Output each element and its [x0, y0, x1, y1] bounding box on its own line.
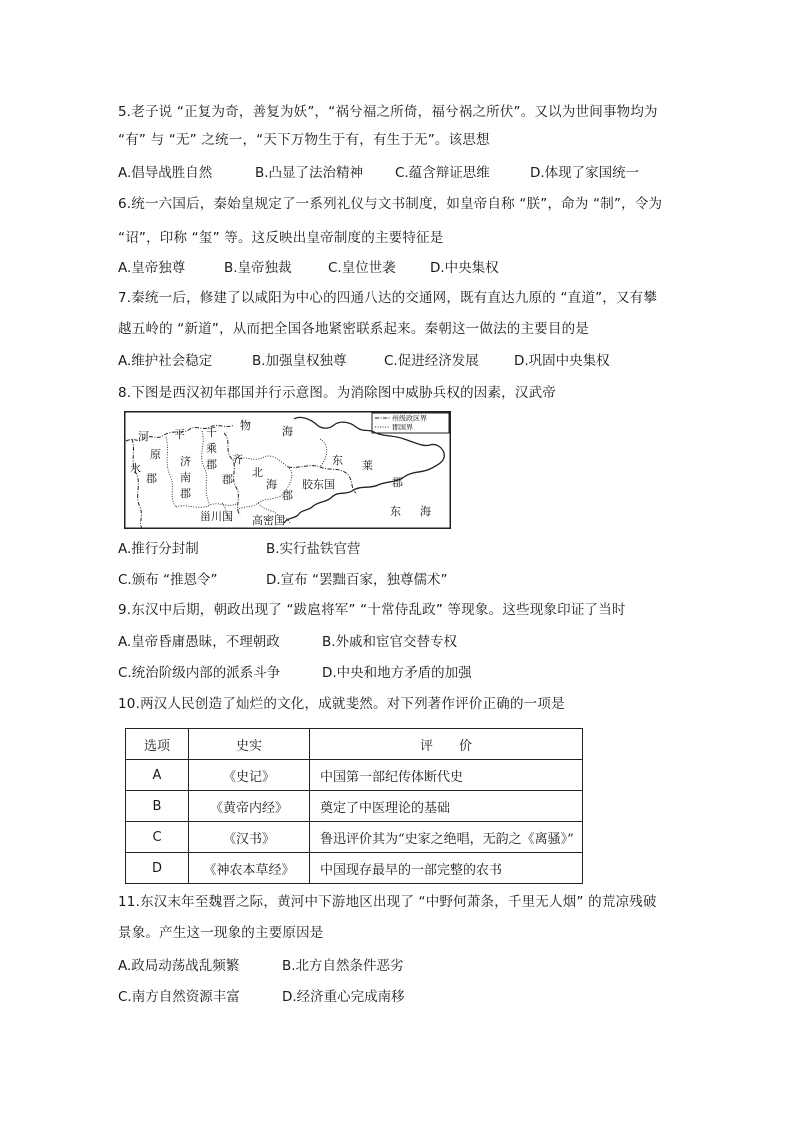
row-option: A [126, 760, 189, 791]
question-7-line-1: 7.秦统一后，修建了以咸阳为中心的四通八达的交通网，既有直达九原的 “直道”，又有攀 [118, 290, 658, 306]
map-label-yuan: 原 [150, 448, 161, 461]
question-10-line-1: 10.两汉人民创造了灿烂的文化，成就斐然。对下列著作评价正确的一项是 [118, 696, 565, 712]
q11-option-d[interactable]: D.经济重心完成南移 [282, 989, 405, 1005]
q8-option-a[interactable]: A.推行分封制 [118, 541, 199, 557]
q8-option-c[interactable]: C.颁布 “推恩令” [118, 572, 218, 588]
q8-option-d[interactable]: D.宣布 “罢黜百家，独尊儒术” [266, 572, 448, 588]
q6-option-a[interactable]: A.皇帝独尊 [118, 260, 186, 276]
q5-option-d[interactable]: D.体现了家国统一 [530, 165, 640, 181]
header-fact: 史实 [189, 729, 310, 760]
map-label-cheng: 乘 [206, 442, 217, 455]
table-row[interactable] [126, 760, 583, 791]
q8-option-b[interactable]: B.实行盐铁官营 [266, 541, 361, 557]
row-option: B [126, 791, 189, 822]
map-label-he: 河 [138, 430, 149, 443]
table-row[interactable] [126, 853, 583, 884]
q7-option-b[interactable]: B.加强皇权独尊 [252, 353, 347, 369]
question-5-line-2: “有” 与 “无” 之统一，“天下万物生于有，有生于无”。该思想 [118, 132, 490, 148]
map-label-hai: 海 [282, 425, 293, 438]
map-label-qian: 千 [206, 426, 217, 439]
q5-option-b[interactable]: B.凸显了法治精神 [255, 165, 364, 181]
map-label-gaomi: 高密国 [252, 514, 285, 527]
q11-option-a[interactable]: A.政局动荡战乱频繁 [118, 958, 240, 974]
question-9-line-1: 9.东汉中后期，朝政出现了 “跋扈将军” “十常侍乱政” 等现象。这些现象印证了当时 [118, 602, 626, 618]
q7-option-c[interactable]: C.促进经济发展 [384, 353, 479, 369]
header-option: 选项 [126, 729, 189, 760]
map-label-ping: 平 [174, 428, 185, 441]
row-work: 《神农本草经》 [189, 853, 310, 884]
table-header-row [126, 729, 583, 760]
map-label-jiaodong: 胶东国 [302, 478, 335, 491]
row-work: 《史记》 [189, 760, 310, 791]
map-label-ji: 济 [180, 455, 191, 468]
map-label-zichuan: 甾川国 [200, 510, 233, 523]
legend-commandery-label: 郡国界 [392, 423, 413, 432]
map-label-hai-3: 海 [420, 505, 431, 518]
map-label-bei: 北 [252, 466, 263, 479]
q5-option-c[interactable]: C.蕴含辩证思维 [395, 165, 490, 181]
map-label-jun-2: 郡 [180, 487, 191, 500]
map-label-lai: 莱 [362, 459, 373, 472]
map-label-jun-4: 郡 [392, 476, 403, 489]
question-7-line-2: 越五岭的 “新道”，从而把全国各地紧密联系起来。秦朝这一做法的主要目的是 [118, 321, 589, 337]
row-evaluation: 中国现存最早的一部完整的农书 [310, 853, 583, 884]
q6-option-d[interactable]: D.中央集权 [430, 260, 499, 276]
row-work: 《汉书》 [189, 822, 310, 853]
q5-option-a[interactable]: A.倡导战胜自然 [118, 165, 213, 181]
map-label-jun-6: 郡 [282, 489, 293, 502]
question-8-line-1: 8.下图是西汉初年郡国并行示意图。为消除图中威胁兵权的因素，汉武帝 [118, 385, 556, 401]
q6-option-b[interactable]: B.皇帝独裁 [224, 260, 292, 276]
question-6-line-1: 6.统一六国后，秦始皇规定了一系列礼仪与文书制度，如皇帝自称 “朕”，命为 “制”，令为 [118, 196, 663, 212]
map-label-wu: 物 [240, 419, 251, 432]
map-label-dong-1: 东 [332, 454, 343, 467]
q9-option-b[interactable]: B.外戚和宦官交替专权 [322, 634, 458, 650]
legend-state-label: 州级政区界 [392, 414, 427, 423]
q6-option-c[interactable]: C.皇位世袭 [328, 260, 396, 276]
q9-option-d[interactable]: D.中央和地方矛盾的加强 [322, 665, 472, 681]
question-11-line-1: 11.东汉末年至魏晋之际，黄河中下游地区出现了 “中野何萧条，千里无人烟” 的荒凉残破 [118, 894, 657, 910]
map-label-jun-5: 郡 [146, 472, 157, 485]
q11-option-b[interactable]: B.北方自然条件恶劣 [282, 958, 404, 974]
works-table [125, 728, 583, 884]
row-work: 《黄帝内经》 [189, 791, 310, 822]
map-label-dong-2: 东 [390, 505, 401, 518]
row-evaluation: 中国第一部纪传体断代史 [310, 760, 583, 791]
table-row[interactable] [126, 791, 583, 822]
question-5-line-1: 5.老子说 “正复为奇，善复为妖”，“祸兮福之所倚，福兮祸之所伏”。又以为世间事物均为 [118, 104, 658, 120]
q9-option-a[interactable]: A.皇帝昏庸愚昧，不理朝政 [118, 634, 280, 650]
table-row[interactable] [126, 822, 583, 853]
q7-option-d[interactable]: D.巩固中央集权 [514, 353, 610, 369]
q9-option-c[interactable]: C.统治阶级内部的派系斗争 [118, 665, 281, 681]
map-label-hai-2: 海 [266, 478, 277, 491]
row-evaluation: 鲁迅评价其为“史家之绝唱，无韵之《离骚》” [310, 822, 583, 853]
map-label-jun-1: 郡 [206, 458, 217, 471]
row-option: C [126, 822, 189, 853]
map-label-jun-3: 郡 [222, 473, 233, 486]
question-11-line-2: 景象。产生这一现象的主要原因是 [118, 925, 324, 941]
header-evaluation: 评 价 [310, 729, 583, 760]
map-label-nan: 南 [180, 471, 191, 484]
row-option: D [126, 853, 189, 884]
map-label-shui: 水 [130, 462, 141, 475]
western-han-commandery-map [124, 411, 451, 529]
q11-option-c[interactable]: C.南方自然资源丰富 [118, 989, 240, 1005]
q7-option-a[interactable]: A.维护社会稳定 [118, 353, 213, 369]
question-6-line-2: “诏”，印称 “玺” 等。这反映出皇帝制度的主要特征是 [118, 230, 444, 246]
row-evaluation: 奠定了中医理论的基础 [310, 791, 583, 822]
map-label-qi: 齐 [232, 453, 243, 466]
map-svg [124, 411, 451, 529]
